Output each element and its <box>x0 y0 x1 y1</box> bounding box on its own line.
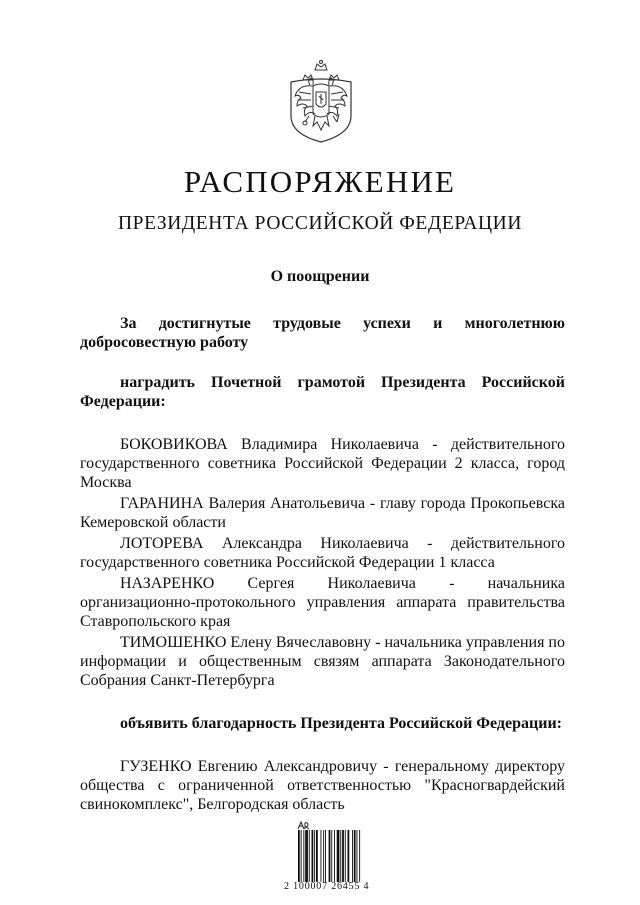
barcode-bar <box>329 830 331 882</box>
barcode-bar <box>331 830 332 882</box>
barcode-bar <box>321 830 322 882</box>
awardee-item: ТИМОШЕНКО Елену Вячеславовну - начальника управления по информации и общественным связям аппарата Законодательного Собрания Санкт-Петербурга <box>80 634 565 689</box>
barcode-icon <box>298 830 382 882</box>
barcode-bar <box>316 830 318 882</box>
awardee-item: ГАРАНИНА Валерия Анатольевича - главу города Прокопьевска Кемеровской области <box>80 495 565 531</box>
state-emblem-icon <box>283 58 359 144</box>
barcode-bar <box>314 830 315 882</box>
document-body <box>80 314 565 814</box>
intro-paragraph: За достигнутые трудовые успехи и многолетнюю добросовестную работу <box>80 315 565 351</box>
awardee-item: НАЗАРЕНКО Сергея Николаевича - начальника организационно-протокольного управления аппарата правительства Ставропольского края <box>80 575 565 630</box>
barcode-bar <box>305 830 308 882</box>
awardee-item: ЛОТОРЕВА Александра Николаевича - действительного государственного советника Российской Федерации 1 класса <box>80 535 565 571</box>
barcode-bar <box>312 830 314 882</box>
barcode-bar <box>357 830 358 882</box>
awardee-item: БОКОВИКОВА Владимира Николаевича - действительного государственного советника Российской Федерации 2 класса, город Москва <box>80 436 565 491</box>
barcode-bar <box>298 830 300 882</box>
barcode-bar <box>325 830 326 882</box>
document-title: РАСПОРЯЖЕНИЕ <box>183 164 457 199</box>
barcode-bar <box>359 830 360 882</box>
publisher-mark-icon <box>297 820 311 830</box>
barcode-bar <box>301 830 302 882</box>
barcode-bar <box>352 830 353 882</box>
barcode-bar <box>334 830 335 882</box>
award-heading: наградить Почетной грамотой Президента Российской Федерации: <box>80 374 565 410</box>
barcode-bar <box>348 830 350 882</box>
document-subtitle: ПРЕЗИДЕНТА РОССИЙСКОЙ ФЕДЕРАЦИИ <box>117 213 523 234</box>
thanked-item: ГУЗЕНКО Евгению Александровичу - генеральному директору общества с ограниченной ответственностью "Красногвардейский свинокомплекс", Белгородская область <box>80 758 565 813</box>
thanks-heading: объявить благодарность Президента Российской Федерации: <box>120 715 562 732</box>
barcode-bar <box>340 830 341 882</box>
barcode-bar <box>342 830 344 882</box>
document-subject: О поощрении <box>270 268 370 285</box>
thanked-list <box>80 757 565 814</box>
barcode-bar <box>345 830 346 882</box>
barcode-bar <box>323 830 324 882</box>
awardee-list <box>80 435 565 690</box>
barcode-bar <box>354 830 356 882</box>
barcode-number: 2 100007 26455 4 <box>284 881 370 892</box>
barcode-bar <box>303 830 304 882</box>
barcode-bar <box>337 830 340 882</box>
barcode-bar <box>309 830 310 882</box>
